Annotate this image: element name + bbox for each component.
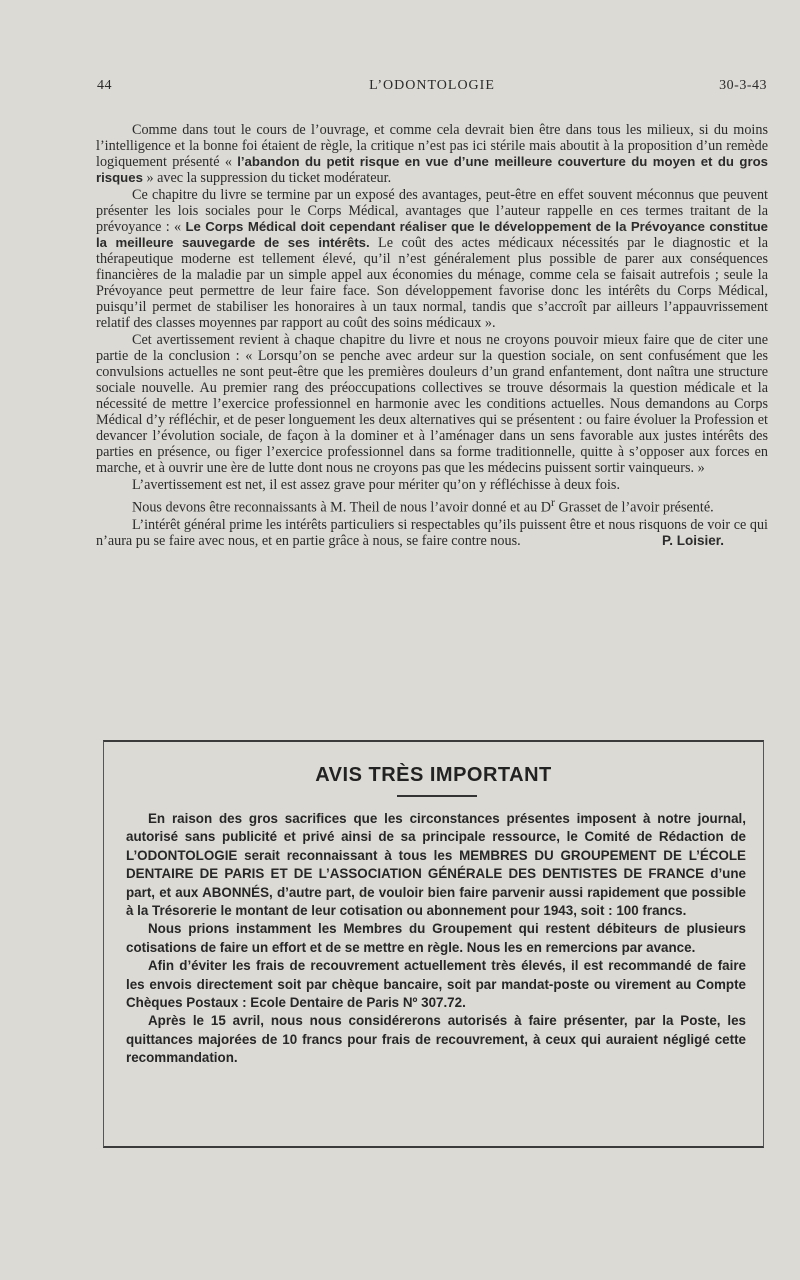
- notice-paragraph-2: Nous prions instamment les Membres du Groupement qui restent débiteurs de plusieurs cotisations de faire un effort et de se mettre en règle. Nous les en remercions par avance.: [126, 921, 746, 955]
- paragraph-2-text-a: Ce chapitre du livre se termine par un exposé des avantages, peut-être en effet souvent méconnus que peuvent présenter les lois sociales pour le Corps Médical, avantages que l’auteur rappelle en ces termes traitant de la prévoyance : «: [96, 187, 768, 235]
- issue-date: 30-3-43: [719, 78, 767, 93]
- paragraph-4: L’avertissement est net, il est assez grave pour mériter qu’on y réfléchisse à deux fois.: [132, 477, 620, 493]
- paragraph-5-superscript: r: [550, 495, 555, 509]
- journal-title: L’ODONTOLOGIE: [369, 78, 495, 93]
- article-text: [96, 122, 768, 550]
- paragraph-1-bold: l’abandon du petit risque en vue d’une meilleure couverture du moyen et du gros risques: [96, 154, 768, 185]
- author-signature: P. Loisier.: [661, 532, 724, 548]
- notice-body: [126, 810, 746, 1068]
- notice-paragraph-1: En raison des gros sacrifices que les circonstances présentes imposent à notre journal, autorisé sans publicité et privé ainsi de sa principale ressource, le Comité de Rédaction de L’ODONTOLOGIE serait reconnaissant à tous les MEMBRES DU GROUPEMENT DE L’ÉCOLE DENTAIRE DE PARIS ET DE L’ASSOCIATION GÉNÉRALE DES DENTISTES DE FRANCE d’une part, et aux ABONNÉS, d’autre part, de vouloir bien faire parvenir aussi rapidement que possible à la Trésorerie le montant de leur cotisation ou abonnement pour 1943, soit : 100 francs.: [126, 811, 746, 919]
- paragraph-1-text-b: » avec la suppression du ticket modérateur.: [142, 170, 392, 186]
- paragraph-6: [96, 517, 768, 549]
- paragraph-6-text: L’intérêt général prime les intérêts particuliers si respectables qu’ils puissent être et nous risquons de voir ce qui n’aura pu se faire avec nous, et en partie grâce à nous, se faire contre nous.: [96, 516, 768, 549]
- paragraph-2: [96, 187, 768, 331]
- paragraph-1: [96, 122, 768, 186]
- notice-paragraph-4: Après le 15 avril, nous nous considérerons autorisés à faire présenter, par la Poste, les quittances majorées de 10 francs pour frais de recouvrement, à ceux qui auraient négligé cette recommandation.: [126, 1013, 746, 1066]
- paragraph-1-text-a: Comme dans tout le cours de l’ouvrage, et comme cela devrait bien être dans tous les milieux, si du moins l’intelligence et la bonne foi étaient de règle, la critique n’est pas ici stérile mais aboutit à la proposition d’un remède logiquement présenté «: [96, 122, 768, 170]
- paragraph-5: [96, 494, 768, 516]
- notice-title: AVIS TRÈS IMPORTANT: [315, 764, 552, 786]
- paragraph-3: Cet avertissement revient à chaque chapitre du livre et nous ne croyons pouvoir mieux faire que de citer une partie de la conclusion : « Lorsqu’on se penche avec ardeur sur la question sociale, on sent confusément que les convulsions actuelles ne sont peut-être que les premières douleurs d’un grand enfantement, dont naîtra une structure sociale nouvelle. Au premier rang des préoccupations collectives se trouve désormais la question médicale et la nécessité de mettre l’exercice professionnel en harmonie avec les conditions actuelles. Nous demandons au Corps Médical d’y réfléchir, et de peser longuement les deux alternatives qui se présentent : ou faire évoluer la Profession et devancer l’évolution sociale, de façon à la dominer et à l’aménager dans un sens favorable aux justes intérêts des parties en présence, ou figer l’exercice professionnel dans sa forme traditionnelle, quitte à s’opposer aux forces en marche, et à ouvrir une ère de lutte dont nous ne croyons pas que les médecins puissent sortir vainqueurs. »: [96, 332, 768, 476]
- important-notice-box: [103, 740, 764, 1148]
- title-underline: [397, 795, 477, 797]
- paragraph-2-bold: Le Corps Médical doit cependant réaliser que le développement de la Prévoyance constitue la meilleure sauvegarde de ses intérêts.: [96, 219, 768, 250]
- notice-paragraph-3: Afin d’éviter les frais de recouvrement actuellement très élevés, il est recommandé de faire les envois directement soit par chèque bancaire, soit par mandat-poste ou virement au Compte Chèques Postaux : Ecole Dentaire de Paris Nº 307.72.: [126, 958, 746, 1011]
- paragraph-2-text-b: Le coût des actes médicaux nécessités par le diagnostic et la thérapeutique moderne est tellement élevé, qu’il n’est généralement plus possible de parer aux conséquences financières de la maladie par un simple appel aux économies du ménage, comme cela se faisait autrefois ; seule la Prévoyance peut permettre de leur faire face. Son développement favorise donc les intérêts du Corps Médical, puisqu’il permet de stabiliser les honoraires à un taux normal, tandis que s’accroît par ailleurs l’appauvrissement relatif des classes moyennes par rapport au coût des soins médicaux ».: [96, 235, 768, 331]
- paragraph-5-text-a: Nous devons être reconnaissants à M. Theil de nous l’avoir donné et au D: [132, 499, 551, 516]
- paragraph-5-text-b: Grasset de l’avoir présenté.: [554, 499, 714, 516]
- page-number: 44: [97, 78, 112, 93]
- running-head: [97, 78, 767, 96]
